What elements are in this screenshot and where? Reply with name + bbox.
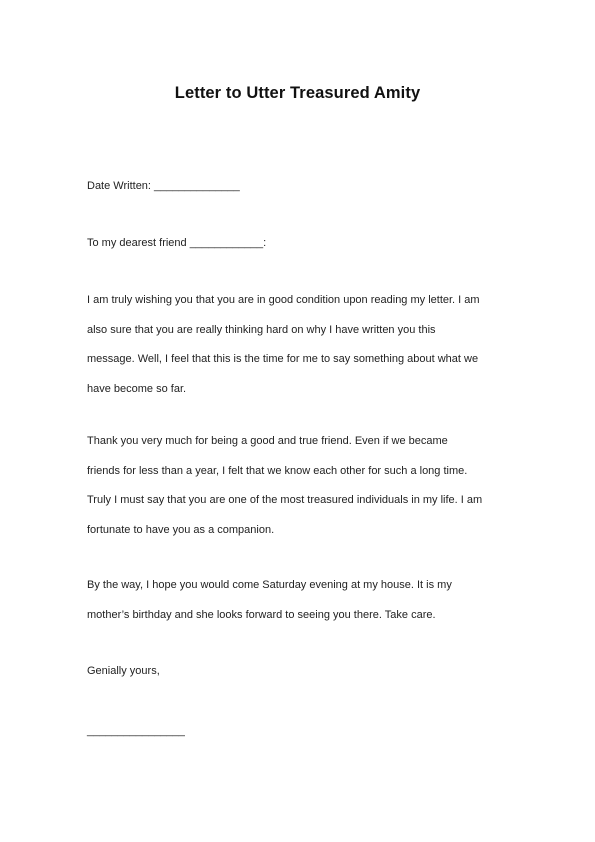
paragraph-2 <box>87 427 527 545</box>
paragraph-1-line: also sure that you are really thinking hard on why I have written you this <box>87 323 436 336</box>
letter-title: Letter to Utter Treasured Amity <box>174 84 421 102</box>
paragraph-3-line: mother’s birthday and she looks forward to seeing you there. Take care. <box>87 608 436 621</box>
paragraph-2-line: friends for less than a year, I felt that we know each other for such a long time. <box>87 464 468 477</box>
closing: Genially yours, <box>87 665 160 677</box>
paragraph-3 <box>87 571 527 630</box>
paragraph-2-line: Truly I must say that you are one of the most treasured individuals in my life. I am <box>87 494 483 506</box>
signature-line: ________________ <box>87 725 185 737</box>
paragraph-1 <box>87 286 527 404</box>
paragraph-1-line: message. Well, I feel that this is the time for me to say something about what we <box>87 353 479 365</box>
paragraph-1-line: I am truly wishing you that you are in good condition upon reading my letter. I am <box>87 294 480 306</box>
paragraph-2-line: Thank you very much for being a good and true friend. Even if we became <box>87 435 448 447</box>
paragraph-2-line: fortunate to have you as a companion. <box>87 523 275 536</box>
paragraph-3-line: By the way, I hope you would come Saturday evening at my house. It is my <box>87 579 452 591</box>
paragraph-1-line: have become so far. <box>87 382 187 395</box>
date-written-line: Date Written: ______________ <box>87 180 240 192</box>
salutation: To my dearest friend ____________: <box>87 237 267 249</box>
